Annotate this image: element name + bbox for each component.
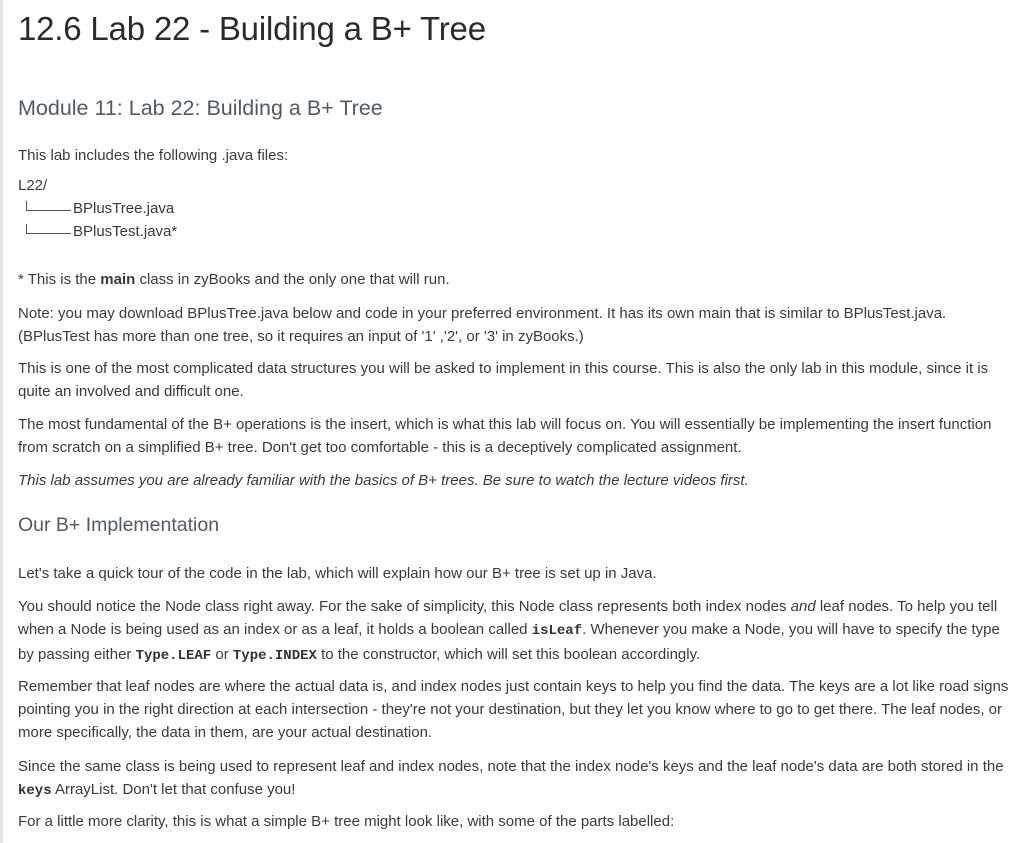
clarity-paragraph: For a little more clarity, this is what a simple B+ tree might look like, with some of the parts labelled: xyxy=(18,813,675,830)
text-span: ArrayList. Don't let that confuse you! xyxy=(51,781,296,798)
text-span: to the constructor, which will set this boolean accordingly. xyxy=(316,646,701,663)
complicated-note: This is one of the most complicated data structures you will be asked to implement in this course. This is also the only lab in this module, since it is quite an involved and difficult one. xyxy=(18,360,989,400)
note-bold: main xyxy=(100,271,136,288)
assumption-note xyxy=(18,469,1014,492)
left-border xyxy=(0,0,3,843)
download-note: Note: you may download BPlusTree.java below and code in your preferred environment. It has its own main that is similar to BPlusTest.java. (BPlusTest has more than one tree, so it requires an input of '1' ,'2', or '3' in zyBooks.) xyxy=(18,305,947,345)
tour-note: Let's take a quick tour of the code in the lab, which will explain how our B+ tree is set up in Java. xyxy=(18,565,657,582)
assumption-text: This lab assumes you are already familiar with the basics of B+ trees. Be sure to watch the lecture videos first. xyxy=(18,472,749,489)
page-title: 12.6 Lab 22 - Building a B+ Tree xyxy=(18,10,486,47)
text-span: or xyxy=(211,646,233,663)
emphasis-text: and xyxy=(790,598,816,615)
code-type-leaf: Type.LEAF xyxy=(135,648,212,664)
code-keys: keys xyxy=(18,783,52,799)
main-class-note xyxy=(18,268,1014,291)
file-tree-root: L22/ xyxy=(18,177,48,194)
intro-text: This lab includes the following .java files: xyxy=(18,147,289,164)
tree-branch-icon xyxy=(26,201,71,211)
text-span: leaf nodes. To help you tell when a Node is being used as an index or as a leaf, it holds a boolean called xyxy=(18,598,998,638)
text-span: Since the same class is being used to represent leaf and index nodes, note that the index node's keys and the leaf node's data are both stored in the xyxy=(18,758,1004,775)
file-name: BPlusTest.java* xyxy=(73,223,178,240)
tree-branch-icon xyxy=(26,224,71,234)
code-isleaf: isLeaf xyxy=(531,623,583,639)
insert-note: The most fundamental of the B+ operations is the insert, which is what this lab will focus on. You will essentially be implementing the insert function from scratch on a simplified B+ tree. Don't get too comfortable - this is a deceptively complicated assignment. xyxy=(18,416,992,456)
note-suffix: class in zyBooks and the only one that will run. xyxy=(135,271,450,288)
implementation-heading: Our B+ Implementation xyxy=(18,514,220,536)
text-span: You should notice the Node class right away. For the sake of simplicity, this Node class represents both index nodes xyxy=(18,598,791,615)
text-span: . Whenever you make a Node, you will have to specify the type by passing either xyxy=(18,621,1000,663)
module-heading: Module 11: Lab 22: Building a B+ Tree xyxy=(18,96,383,120)
leaf-nodes-paragraph: Remember that leaf nodes are where the actual data is, and index nodes just contain keys to help you find the data. The keys are a lot like road signs pointing you in the right direction at each intersection - they're not your destination, but they let you know where to go to get there. The leaf nodes, or more specifically, the data in them, are your actual destination. xyxy=(18,678,1009,741)
node-class-paragraph xyxy=(18,595,1014,668)
file-tree-item xyxy=(26,223,177,240)
code-type-index: Type.INDEX xyxy=(232,648,317,664)
note-prefix: * This is the xyxy=(18,271,101,288)
file-name: BPlusTree.java xyxy=(73,200,175,217)
keys-paragraph xyxy=(18,755,1014,803)
file-tree-item xyxy=(26,200,174,217)
